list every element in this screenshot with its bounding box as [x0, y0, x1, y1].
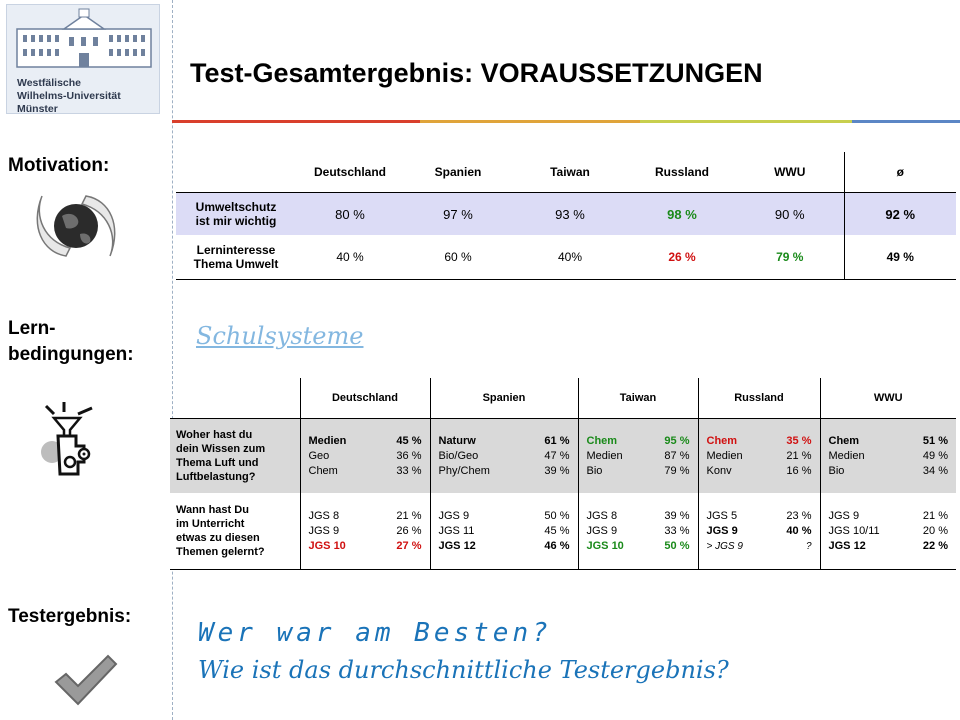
subject: Bio [828, 464, 845, 477]
percent: 51 % [922, 434, 948, 447]
table-row [170, 493, 956, 570]
motivation-table [176, 152, 956, 280]
question-line: etwas zu diesen [176, 532, 260, 544]
question-line: Woher hast du [176, 429, 253, 441]
logo-text [17, 77, 121, 116]
grade: JGS 10 [586, 539, 624, 552]
table-header-cell: Taiwan [578, 378, 698, 419]
subject: Phy/Chem [438, 464, 490, 477]
percent: 46 % [544, 539, 570, 552]
table-header-row [170, 378, 956, 419]
row-label-line: Lerninteresse [196, 243, 276, 257]
table-cell [698, 419, 820, 494]
table-cell: 90 % [736, 193, 844, 236]
grade: JGS 9 [308, 524, 340, 537]
question-line: Themen gelernt? [176, 546, 265, 558]
university-logo [6, 4, 160, 114]
table-cell: 40 % [296, 235, 404, 280]
table-cell: 79 % [736, 235, 844, 280]
percent: 50 % [664, 539, 690, 552]
table-header-cell: WWU [820, 378, 956, 419]
table-cell [300, 419, 430, 494]
color-bar-red [172, 120, 420, 123]
table-row [176, 193, 956, 236]
percent: 61 % [544, 434, 570, 447]
table-row [176, 235, 956, 280]
subject: Medien [586, 449, 623, 462]
percent: 95 % [664, 434, 690, 447]
logo-line: Münster [17, 103, 58, 115]
subject: Chem [586, 434, 618, 447]
percent: 23 % [786, 509, 812, 522]
question-cell [170, 419, 300, 494]
percent: 33 % [664, 524, 690, 537]
table-header-cell [170, 378, 300, 419]
table-header-cell: ø [844, 152, 956, 193]
percent: 79 % [664, 464, 690, 477]
percent: 39 % [664, 509, 690, 522]
percent: 16 % [786, 464, 812, 477]
table-cell: 98 % [628, 193, 736, 236]
table-header-cell: Deutschland [296, 152, 404, 193]
table-cell: 49 % [844, 235, 956, 280]
motivation-label: Motivation: [8, 155, 110, 176]
grade: JGS 10 [308, 539, 346, 552]
question-cell [170, 493, 300, 570]
vertical-divider [172, 0, 173, 720]
table-header-cell: Spanien [430, 378, 578, 419]
grade: JGS 5 [706, 509, 738, 522]
percent: 20 % [922, 524, 948, 537]
grade: JGS 8 [586, 509, 618, 522]
subject: Chem [828, 434, 860, 447]
color-bar-blue [852, 120, 960, 123]
table-cell [698, 493, 820, 570]
percent: 40 % [786, 524, 812, 537]
grade: JGS 11 [438, 524, 475, 537]
lernbedingungen-table [170, 378, 956, 570]
percent: ? [805, 540, 812, 552]
question-line: dein Wissen zum [176, 443, 266, 455]
subject: Naturw [438, 434, 476, 447]
question-average: Wie ist das durchschnittliche Testergebnis? [198, 656, 729, 684]
globe-in-hands-icon [32, 186, 120, 266]
subject: Bio/Geo [438, 449, 479, 462]
row-label [176, 193, 296, 236]
percent: 22 % [922, 539, 948, 552]
university-building-icon [9, 7, 159, 73]
subject: Medien [706, 449, 743, 462]
subject: Medien [828, 449, 865, 462]
percent: 34 % [922, 464, 948, 477]
color-bar-yellow [640, 120, 852, 123]
table-cell [578, 493, 698, 570]
table-cell: 92 % [844, 193, 956, 236]
subject: Chem [308, 464, 338, 477]
table-header-cell [176, 152, 296, 193]
grade: > JGS 9 [706, 540, 743, 552]
table-cell [430, 493, 578, 570]
grade: JGS 10/11 [828, 524, 880, 537]
table-cell: 80 % [296, 193, 404, 236]
percent: 50 % [544, 509, 570, 522]
grade: JGS 9 [438, 509, 470, 522]
table-header-cell: WWU [736, 152, 844, 193]
table-cell: 60 % [404, 235, 512, 280]
row-label [176, 235, 296, 280]
subject: Bio [586, 464, 603, 477]
percent: 36 % [396, 449, 422, 462]
table-cell: 97 % [404, 193, 512, 236]
subject: Konv [706, 464, 732, 477]
funnel-learning-icon [40, 400, 100, 480]
percent: 47 % [544, 449, 570, 462]
table-header-cell: Russland [698, 378, 820, 419]
table-cell [430, 419, 578, 494]
percent: 21 % [396, 509, 422, 522]
question-line: Luftbelastung? [176, 471, 256, 483]
subject: Medien [308, 434, 347, 447]
color-bar-orange [420, 120, 640, 123]
subject: Geo [308, 449, 330, 462]
table-cell [820, 493, 956, 570]
question-line: Wann hast Du [176, 504, 249, 516]
percent: 21 % [922, 509, 948, 522]
logo-line: Wilhelms-Universität [17, 90, 121, 102]
row-label-line: Thema Umwelt [193, 257, 279, 271]
percent: 45 % [544, 524, 570, 537]
grade: JGS 12 [828, 539, 866, 552]
percent: 26 % [396, 524, 422, 537]
table-header-cell: Russland [628, 152, 736, 193]
percent: 49 % [922, 449, 948, 462]
subject: Chem [706, 434, 738, 447]
table-header-row [176, 152, 956, 193]
percent: 35 % [786, 434, 812, 447]
percent: 27 % [396, 539, 422, 552]
schulsysteme-link[interactable]: Schulsysteme [196, 322, 364, 350]
lern-label [8, 316, 134, 368]
percent: 21 % [786, 449, 812, 462]
checkmark-icon [52, 652, 120, 710]
percent: 87 % [664, 449, 690, 462]
percent: 39 % [544, 464, 570, 477]
row-label-line: Umweltschutz [195, 200, 277, 214]
question-best: Wer war am Besten? [198, 618, 552, 648]
table-cell: 40% [512, 235, 628, 280]
table-header-cell: Taiwan [512, 152, 628, 193]
lern-label-line: bedingungen: [8, 344, 134, 365]
row-label-line: ist mir wichtig [195, 214, 277, 228]
table-cell: 93 % [512, 193, 628, 236]
table-cell [300, 493, 430, 570]
table-cell [578, 419, 698, 494]
lern-label-line: Lern- [8, 318, 56, 339]
table-header-cell: Deutschland [300, 378, 430, 419]
grade: JGS 12 [438, 539, 476, 552]
grade: JGS 8 [308, 509, 340, 522]
percent: 45 % [396, 434, 422, 447]
grade: JGS 9 [706, 524, 738, 537]
grade: JGS 9 [828, 509, 860, 522]
question-line: Thema Luft und [176, 457, 259, 469]
question-line: im Unterricht [176, 518, 245, 530]
logo-line: Westfälische [17, 77, 81, 89]
testergebnis-label: Testergebnis: [8, 606, 132, 627]
grade: JGS 9 [586, 524, 618, 537]
table-header-cell: Spanien [404, 152, 512, 193]
table-row [170, 419, 956, 494]
table-cell [820, 419, 956, 494]
page-title: Test-Gesamtergebnis: VORAUSSETZUNGEN [190, 58, 763, 88]
percent: 33 % [396, 464, 422, 477]
table-cell: 26 % [628, 235, 736, 280]
